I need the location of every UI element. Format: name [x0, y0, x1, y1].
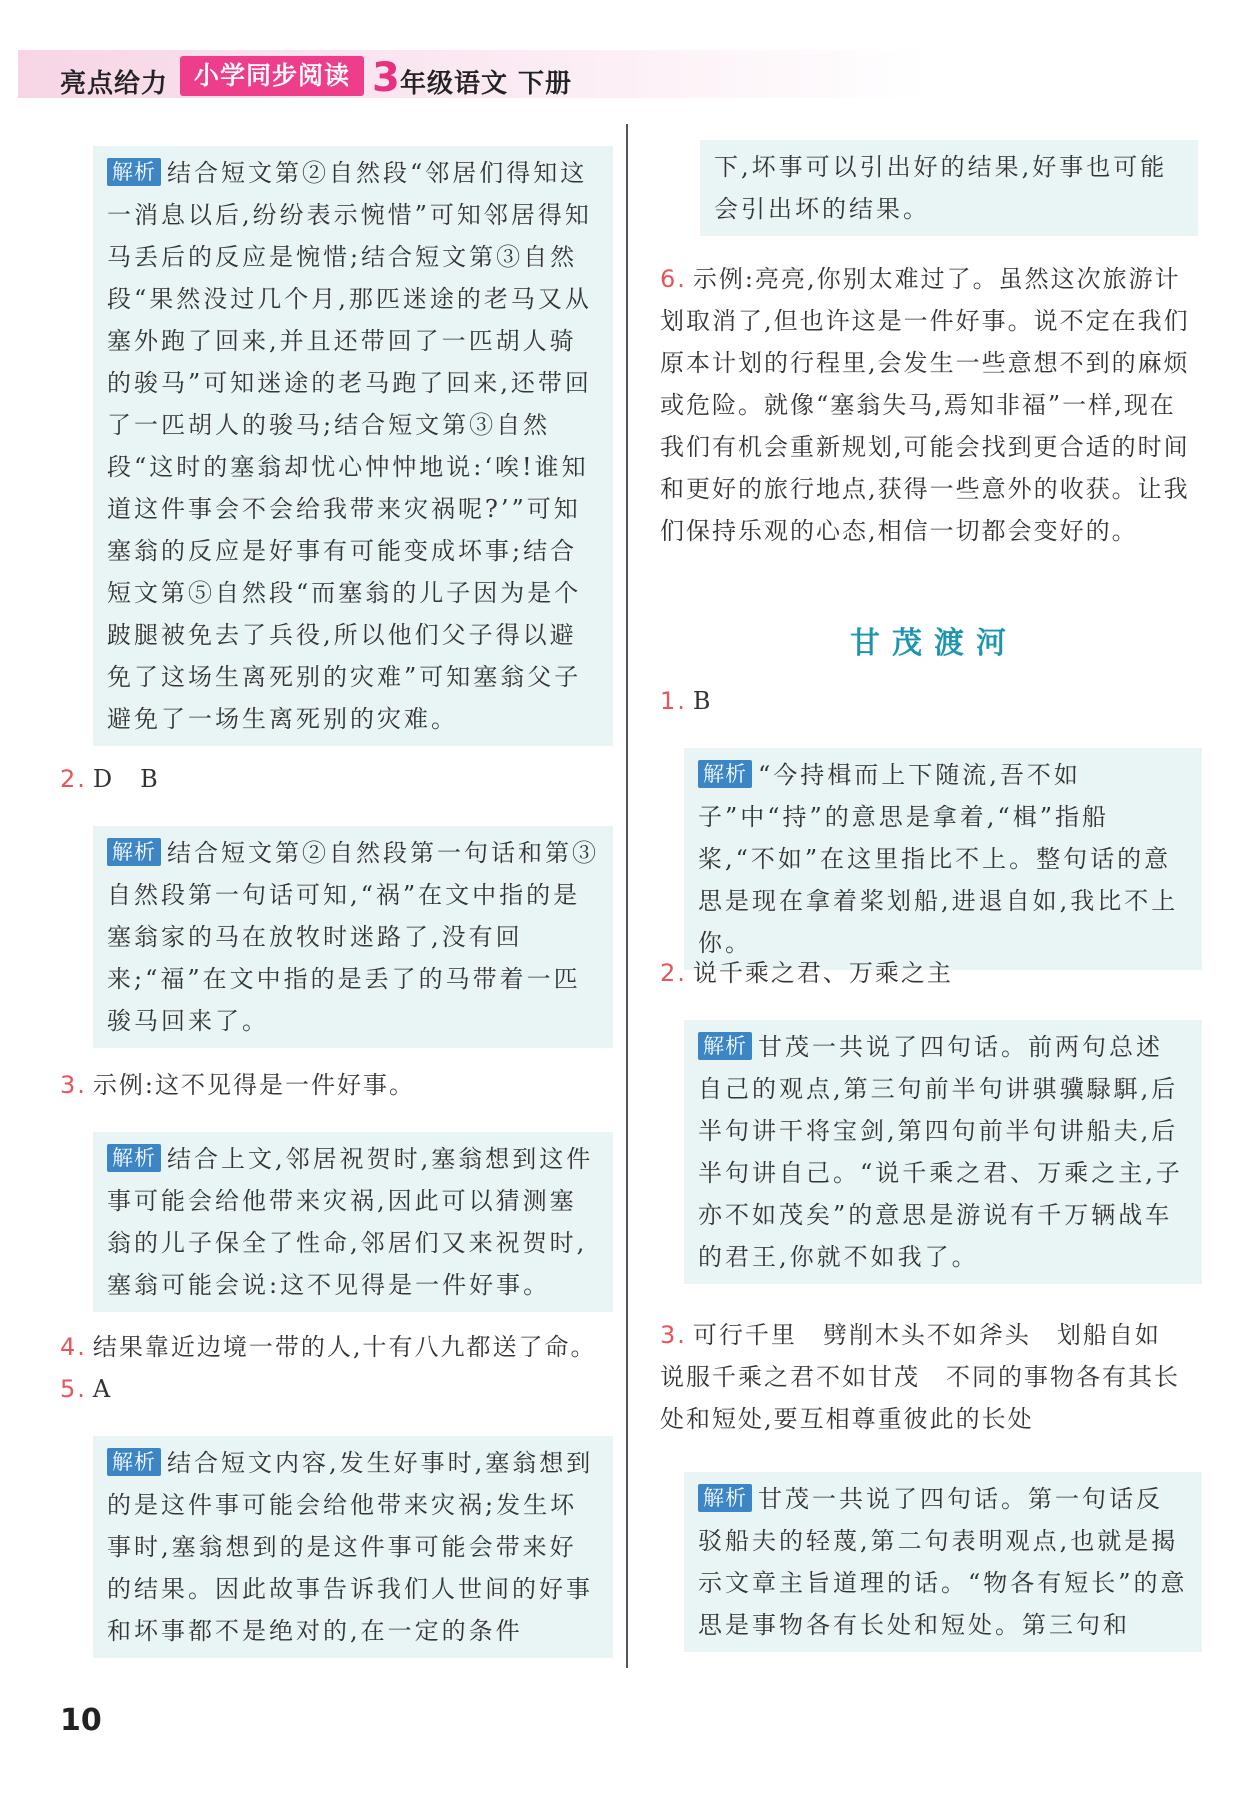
question-number: 1. — [660, 687, 687, 715]
question-number: 2. — [660, 959, 687, 987]
analysis-note-2 — [93, 826, 613, 1048]
answer-text: 说千乘之君、万乘之主 — [692, 959, 953, 987]
question-number: 3. — [60, 1071, 87, 1099]
analysis-text: 甘茂一共说了四句话。前两句总述自己的观点,第三句前半句讲骐骥騄駬,后半句讲干将宝剑,第四句前半句讲船夫,后半句讲自己。“说千乘之君、万乘之主,子亦不如茂矣”的意思是游说有千万辆战车的君王,你就不如我了。 — [698, 1033, 1183, 1271]
answer-g1 — [660, 680, 713, 722]
column-divider — [626, 124, 628, 1668]
analysis-text: 结合短文第②自然段第一句话和第③自然段第一句话可知,“祸”在文中指的是塞翁家的马在放牧时迷路了,没有回来;“福”在文中指的是丢了的马带着一匹骏马回来了。 — [107, 839, 599, 1035]
question-number: 5. — [60, 1375, 87, 1403]
analysis-tag: 解析 — [107, 838, 161, 866]
analysis-note-3 — [93, 1132, 613, 1312]
analysis-text: 结合短文内容,发生好事时,塞翁想到的是这件事可能会给他带来灾祸;发生坏事时,塞翁想到的是这件事可能会带来好的结果。因此故事告诉我们人世间的好事和坏事都不是绝对的,在一定的条件 — [107, 1449, 594, 1645]
question-number: 3. — [660, 1321, 687, 1349]
analysis-note-1 — [93, 146, 613, 746]
answer-text: 示例:这不见得是一件好事。 — [92, 1071, 415, 1099]
answer-3 — [60, 1064, 415, 1106]
question-number: 6. — [660, 265, 687, 293]
answer-6 — [660, 258, 1200, 552]
answer-2 — [60, 758, 160, 800]
grade-number: 3 — [372, 55, 400, 101]
answer-g3 — [660, 1314, 1200, 1440]
analysis-tag: 解析 — [107, 1448, 161, 1476]
series-badge: 小学同步阅读 — [180, 56, 364, 96]
section-title: 甘茂渡河 — [850, 626, 1018, 661]
subject-title: 年级语文 下册 — [400, 69, 573, 99]
analysis-text: 甘茂一共说了四句话。第一句话反驳船夫的轻蔑,第二句表明观点,也就是揭示文章主旨道理的话。“物各有短长”的意思是事物各有长处和短处。第三句和 — [698, 1485, 1188, 1639]
analysis-note-g1 — [684, 748, 1202, 970]
analysis-tag: 解析 — [698, 760, 752, 788]
analysis-text: “今持楫而上下随流,吾不如子”中“持”的意思是拿着,“楫”指船桨,“不如”在这里指比不上。整句话的意思是现在拿着桨划船,进退自如,我比不上你。 — [698, 761, 1179, 957]
answer-g2 — [660, 952, 953, 994]
analysis-tag: 解析 — [107, 1144, 161, 1172]
analysis-tag: 解析 — [698, 1484, 752, 1512]
question-number: 4. — [60, 1333, 87, 1361]
analysis-text: 结合上文,邻居祝贺时,塞翁想到这件事可能会给他带来灾祸,因此可以猜测塞翁的儿子保全了性命,邻居们又来祝贺时,塞翁可能会说:这不见得是一件好事。 — [107, 1145, 594, 1299]
analysis-tag: 解析 — [107, 158, 161, 186]
analysis-note-g3 — [684, 1472, 1202, 1652]
answer-text: 可行千里 劈削木头不如斧头 划船自如 说服千乘之君不如甘茂 不同的事物各有其长处和短处,要互相尊重彼此的长处 — [660, 1321, 1187, 1433]
page-number: 10 — [60, 1703, 102, 1738]
analysis-note-5-continued — [700, 140, 1198, 236]
question-number: 2. — [60, 765, 87, 793]
analysis-note-5 — [93, 1436, 613, 1658]
answer-text: A — [92, 1375, 113, 1403]
answer-4 — [60, 1326, 600, 1368]
analysis-text: 下,坏事可以引出好的结果,好事也可能会引出坏的结果。 — [714, 153, 1168, 223]
analysis-text: 结合短文第②自然段“邻居们得知这一消息以后,纷纷表示惋惜”可知邻居得知马丢后的反应是惋惜;结合短文第③自然段“果然没过几个月,那匹迷途的老马又从塞外跑了回来,并且还带回了一匹胡人骑的骏马”可知迷途的老马跑了回来,还带回了一匹胡人的骏马;结合短文第③自然段“这时的塞翁却忧心忡忡地说:‘唉!谁知道这件事会不会给我带来灾祸呢?’”可知塞翁的反应是好事有可能变成坏事;结合短文第⑤自然段“而塞翁的儿子因为是个跛腿被免去了兵役,所以他们父子得以避免了这场生离死别的灾难”可知塞翁父子避免了一场生离死别的灾难。 — [107, 159, 592, 733]
answer-5 — [60, 1368, 112, 1410]
answer-text: B — [692, 687, 713, 715]
analysis-note-g2 — [684, 1020, 1202, 1284]
answer-text: 结果靠近边境一带的人,十有八九都送了命。 — [92, 1333, 597, 1361]
answer-text: D B — [92, 765, 160, 793]
analysis-tag: 解析 — [698, 1032, 752, 1060]
brand-title: 亮点给力 — [60, 69, 169, 99]
answer-text: 示例:亮亮,你别太难过了。虽然这次旅游计划取消了,但也许这是一件好事。说不定在我们原本计划的行程里,会发生一些意想不到的麻烦或危险。就像“塞翁失马,焉知非福”一样,现在我们有机会重新规划,可能会找到更合适的时间和更好的旅行地点,获得一些意外的收获。让我们保持乐观的心态,相信一切都会变好的。 — [660, 265, 1190, 545]
